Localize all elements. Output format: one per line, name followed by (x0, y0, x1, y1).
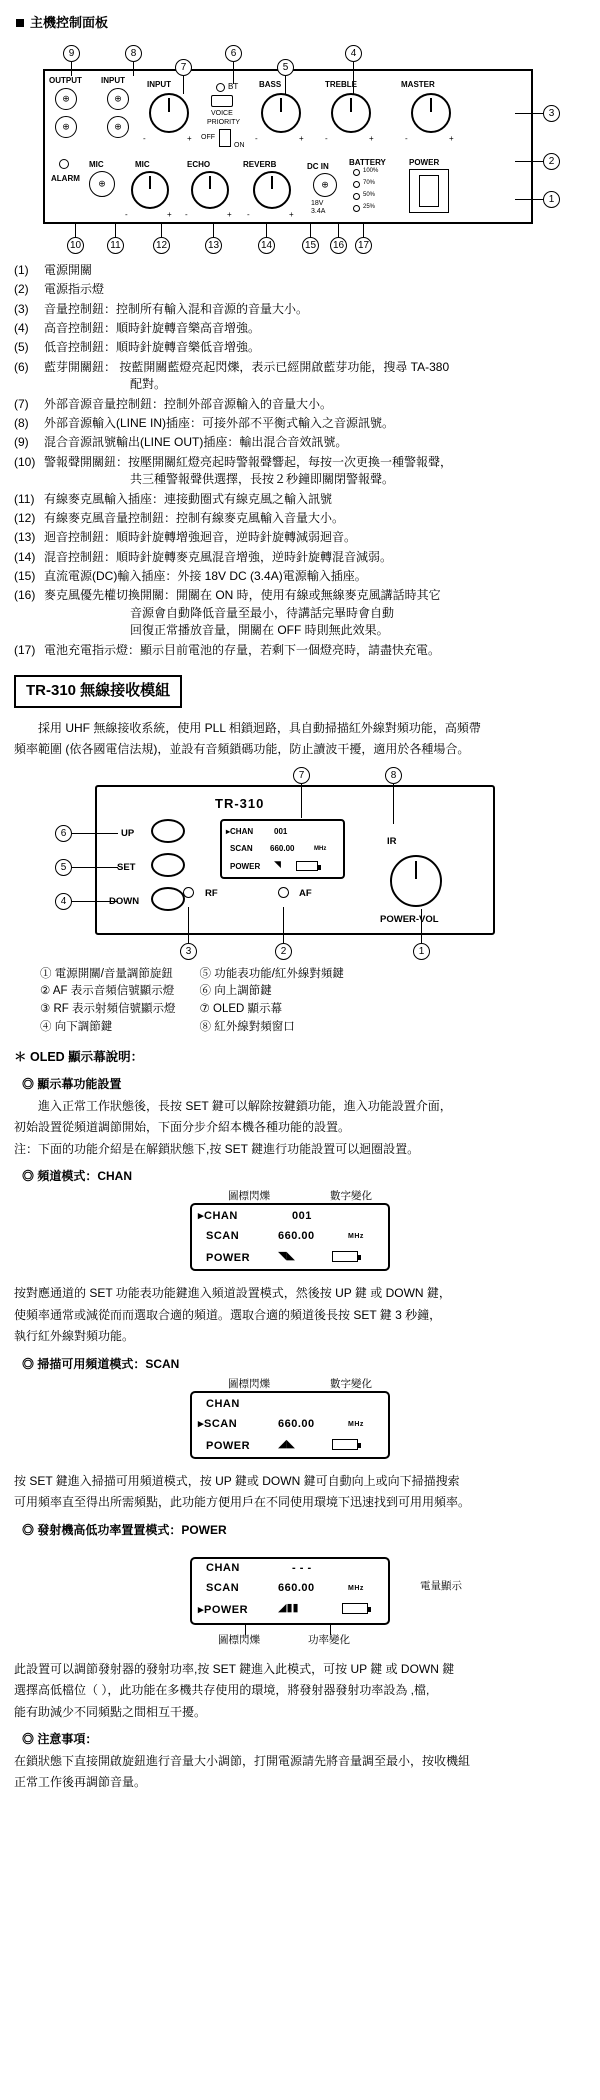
section-heading-control-panel (16, 14, 586, 33)
power-screen-bars-icon: ◢▮▮ (278, 1602, 299, 1615)
legend-item: ⑤ 功能表功能/紅外線對頻鍵 (199, 967, 344, 980)
lead-10 (75, 223, 76, 237)
master-label: MASTER (401, 79, 435, 89)
af-led (278, 887, 289, 898)
callout-4: 4 (345, 45, 362, 62)
scan-screen-bars-icon: ◢◣ (278, 1437, 295, 1450)
chan-anno-digits: 數字變化 (330, 1190, 372, 1203)
list-item: (4) 高音控制鈕：順時針旋轉音樂高音增強。 (14, 321, 261, 336)
list-item: (15) 直流電源(DC)輸入插座：外接 18V DC (3.4A)電源輸入插座。 (14, 569, 367, 584)
tr310-faceplate-title: TR-310 (215, 795, 265, 811)
power-screen-scan: SCAN (206, 1582, 240, 1595)
list-item: (17) 電池充電指示燈：顯示目前電池的存量，若剩下一個燈亮時，請盡快充電。 (14, 642, 441, 657)
callout-7: 7 (175, 59, 192, 76)
list-item: (6) 藍芽開關鈕： 按藍開關藍燈亮起閃爍，表示已經開啟藍芽功能，搜尋 TA-380 配對。 (14, 359, 450, 392)
input-volume-knob[interactable] (149, 93, 189, 133)
input-knob-label: INPUT (147, 79, 171, 89)
alarm-label: ALARM (51, 173, 80, 183)
oled-power-label: POWER (230, 861, 261, 871)
tr310-diagram (35, 767, 565, 962)
list-item: (3) 音量控制鈕：控制所有輸入混和音源的音量大小。 (14, 301, 309, 316)
reverb-knob[interactable] (253, 171, 291, 209)
dc-in-jack[interactable] (313, 173, 337, 197)
input-knob-minus: - (143, 133, 146, 143)
echo-knob[interactable] (191, 171, 229, 209)
scan-mode-diagram (40, 1377, 560, 1469)
power-p2: 選擇高低檔位（ ），此功能在多機共存使用的環境，將發射器發射功率設為 ,檔, (14, 1683, 430, 1698)
callout-1: 1 (543, 191, 560, 208)
voice-priority-off: OFF (201, 133, 215, 141)
battery-led-100 (353, 169, 360, 176)
legend-item: ③ RF 表示射頻信號顯示燈 (40, 1002, 176, 1015)
callout-2: 2 (543, 153, 560, 170)
lead-2 (515, 161, 543, 162)
bt-label: BT (228, 81, 239, 91)
lead-15 (310, 223, 311, 237)
callout-17: 17 (355, 237, 372, 254)
input-knob-plus: + (187, 133, 192, 143)
oled-scan-value: 660.00 (270, 843, 295, 853)
bass-plus: + (299, 133, 304, 143)
reverb-plus: + (289, 209, 294, 219)
chan-mode-title: ◎ 頻道模式：CHAN (22, 1168, 132, 1183)
oled-section-title: ＊ OLED 顯示幕說明： (14, 1050, 144, 1065)
scan-screen-scan: ▸SCAN (198, 1417, 238, 1430)
output-label: OUTPUT (49, 75, 82, 85)
power-switch[interactable] (419, 175, 439, 207)
output-jack-1[interactable] (55, 88, 77, 110)
list-item: (12) 有線麥克風音量控制鈕：控制有線麥克風輸入音量大小。 (14, 510, 345, 525)
mic-volume-knob[interactable] (131, 171, 169, 209)
callout-16: 16 (330, 237, 347, 254)
callout-12: 12 (153, 237, 170, 254)
oled-mhz-unit: MHz (314, 845, 327, 852)
lead-7 (183, 76, 184, 94)
echo-minus: - (185, 209, 188, 219)
chan-screen-scan: SCAN (206, 1230, 240, 1243)
module-title-tr310: TR-310 無線接收模組 (14, 675, 182, 708)
power-vol-label: POWER-VOL (380, 913, 439, 925)
oled-basic-p3: 注：下面的功能介紹是在解鎖狀態下,按 SET 鍵進行功能設置可以迴圈設置。 (14, 1141, 420, 1156)
list-item: (16) 麥克風優先權切換開關：開關在 ON 時，使用有線或無線麥克風講話時其它 音源會自動降低音量至最小，待講話完畢時會自動 回復正常播放音量，開關在 OFF 時則無此效果。 (14, 588, 441, 638)
lead-tr6 (72, 833, 118, 834)
input-jack-2[interactable] (107, 116, 129, 138)
reverb-minus: - (247, 209, 250, 219)
input-label: INPUT (101, 75, 125, 85)
power-p3: 能有助減少不同頻點之間相互干擾。 (14, 1704, 207, 1719)
lead-11 (115, 223, 116, 237)
chan-screen-chan-value: 001 (292, 1210, 312, 1223)
list-item: (13) 迴音控制鈕：順時針旋轉增強迴音，逆時針旋轉減弱迴音。 (14, 530, 357, 545)
rf-label: RF (205, 887, 218, 899)
lead-14 (266, 223, 267, 237)
callout-10: 10 (67, 237, 84, 254)
voice-priority-on: ON (234, 141, 245, 149)
oled-basic-p2: 初始設置從頻道調節開始，下面分步介紹本機各種功能的設置。 (14, 1120, 351, 1135)
list-item: (9) 混合音源訊號輸出(LINE OUT)插座：輸出混合音效訊號。 (14, 435, 348, 450)
dc-spec-current: 3.4A (311, 207, 326, 215)
mic-plus: + (167, 209, 172, 219)
list-item: (7) 外部音源音量控制鈕：控制外部音源輸入的音量大小。 (14, 396, 333, 411)
master-minus: - (405, 133, 408, 143)
scan-p1: 按 SET 鍵進入掃描可用頻道模式，按 UP 鍵或 DOWN 鍵可自動向上或向下掃描搜索 (14, 1473, 460, 1488)
scan-screen-mhz: MHz (348, 1420, 364, 1428)
down-button[interactable] (151, 887, 185, 911)
legend-item: ① 電源開關/音量調節旋鈕 (40, 967, 173, 980)
callout-5: 5 (277, 59, 294, 76)
af-label: AF (299, 887, 312, 899)
list-item: (11) 有線麥克風輸入插座：連接動圈式有線克風之輸入訊號 (14, 491, 333, 506)
bt-led (216, 83, 225, 92)
voice-priority-label: VOICE (211, 109, 233, 117)
legend-item: ④ 向下調節鍵 (40, 1020, 113, 1033)
battery-led-50 (353, 193, 360, 200)
power-label: POWER (409, 157, 440, 167)
treble-minus: - (325, 133, 328, 143)
legend-item: ⑦ OLED 顯示幕 (199, 1002, 283, 1015)
callout-9: 9 (63, 45, 80, 62)
battery-70-label: 70% (363, 179, 376, 186)
tr310-intro-line1: 採用 UHF 無線接收系統，使用 PLL 相鎖迴路，具自動掃描紅外線對頻功能，高頻帶 (38, 720, 481, 735)
callout-3: 3 (180, 943, 197, 960)
callout-14: 14 (258, 237, 275, 254)
power-screen-dashes: - - - (292, 1562, 312, 1575)
output-jack-2[interactable] (55, 116, 77, 138)
mic-knob-label: MIC (135, 159, 150, 169)
oled-scan-label: SCAN (230, 843, 253, 853)
power-screen-mhz: MHz (348, 1585, 364, 1593)
bass-knob[interactable] (261, 93, 301, 133)
chan-screen-chan: ▸CHAN (198, 1210, 238, 1223)
legend-item: ⑧ 紅外線對頻窗口 (199, 1020, 295, 1033)
oled-basic-title: ◎ 顯示幕功能設置 (22, 1077, 122, 1092)
power-screen-power: ▸POWER (198, 1604, 249, 1617)
input-jack-1[interactable] (107, 88, 129, 110)
power-screen-battery-icon (342, 1603, 368, 1614)
scan-mode-title: ◎ 掃描可用頻道模式：SCAN (22, 1356, 180, 1371)
callout-3: 3 (543, 105, 560, 122)
dc-spec-voltage: 18V (311, 199, 324, 207)
callout-6: 6 (55, 825, 72, 842)
power-screen-chan: CHAN (206, 1562, 240, 1575)
set-button-label: SET (117, 861, 136, 873)
section-heading-text: 主機控制面板 (30, 15, 109, 30)
lead-17 (363, 223, 364, 237)
down-button-label: DOWN (109, 895, 140, 907)
set-button[interactable] (151, 853, 185, 877)
chan-screen-power: POWER (206, 1252, 251, 1265)
power-anno-level: 功率變化 (308, 1634, 350, 1647)
lead-9 (71, 62, 72, 76)
power-mode-title: ◎ 發射機高低功率置置模式：POWER (22, 1522, 227, 1537)
chan-p3: 執行紅外線對頻功能。 (14, 1329, 135, 1344)
chan-screen (190, 1203, 390, 1271)
mic-input-jack[interactable] (89, 171, 115, 197)
oled-battery-icon (296, 861, 318, 871)
control-panel-diagram (15, 41, 585, 256)
battery-25-label: 25% (363, 203, 376, 210)
notice-p1: 在鎖狀態下直接開啟旋鈕進行音量大小調節，打開電源請先將音量調至最小，按收機組 (14, 1753, 471, 1768)
oled-display (220, 819, 345, 879)
lead-tr3 (188, 907, 189, 943)
callout-6: 6 (225, 45, 242, 62)
lead-tr5 (72, 867, 118, 868)
master-plus: + (449, 133, 454, 143)
tr310-intro-line2: 頻率範圍 (依各國電信法規)，並設有音頻鎖碼功能，防止讀波干擾，適用於各種場合。 (14, 742, 470, 757)
scan-screen-scan-value: 660.00 (278, 1417, 315, 1430)
lead-12 (161, 223, 162, 237)
list-item: (10) 警報聲開關鈕：按壓開關紅燈亮起時警報聲響起，每按一次更換一種警報聲， 共三種警報聲供選擇，長按２秒鐘即關閉警報聲。 (14, 454, 453, 487)
mic-jack-label: MIC (89, 159, 104, 169)
list-item: (5) 低音控制鈕：順時針旋轉音樂低音增強。 (14, 340, 261, 355)
oled-chan-value: 001 (274, 826, 288, 836)
scan-anno-digits: 數字變化 (330, 1377, 372, 1390)
chan-screen-scan-value: 660.00 (278, 1230, 315, 1243)
callout-15: 15 (302, 237, 319, 254)
chan-p2: 使頻率通常或減從而而選取合適的頻道。選取合適的頻道後長按 SET 鍵 3 秒鐘， (14, 1307, 442, 1322)
power-screen-scan-value: 660.00 (278, 1582, 315, 1595)
oled-basic-p1: 進入正常工作狀態後，長按 SET 鍵可以解除按鍵鎖功能，進入功能設置介面， (38, 1098, 452, 1113)
echo-label: ECHO (187, 159, 211, 169)
scan-screen-battery-icon (332, 1439, 358, 1450)
scan-anno-flash: 圖標閃爍 (228, 1377, 270, 1390)
lead-tr8 (393, 784, 394, 824)
notice-title: ◎ 注意事項： (22, 1732, 98, 1747)
mic-minus: - (125, 209, 128, 219)
power-p1: 此設置可以調節發射器的發射功率,按 SET 鍵進入此模式，可按 UP 鍵 或 DOWN 鍵 (14, 1662, 455, 1677)
voice-priority-switch[interactable] (219, 129, 231, 147)
alarm-led (59, 159, 69, 169)
callout-7: 7 (293, 767, 310, 784)
callout-13: 13 (205, 237, 222, 254)
list-item: (14) 混音控制鈕：順時針旋轉麥克風混音增強，逆時針旋轉混音減弱。 (14, 549, 393, 564)
bullet-square-icon (16, 19, 24, 27)
notice-p2: 正常工作後再調節音量。 (14, 1775, 147, 1790)
callout-8: 8 (385, 767, 402, 784)
lead-tr2 (283, 907, 284, 943)
callout-4: 4 (55, 893, 72, 910)
tr310-legend (40, 966, 586, 1037)
bass-label: BASS (259, 79, 282, 89)
callout-5: 5 (55, 859, 72, 876)
scan-p2: 可用頻率直至得出所需頻點，此功能方便用戶在不同使用環境下迅速找到可用用頻率。 (14, 1495, 471, 1510)
chan-anno-flash: 圖標閃爍 (228, 1190, 270, 1203)
chan-screen-mhz: MHz (348, 1233, 364, 1241)
lead-13 (213, 223, 214, 237)
scan-screen (190, 1391, 390, 1459)
scan-screen-chan: CHAN (206, 1397, 240, 1410)
lead-3 (515, 113, 543, 114)
power-vol-knob[interactable] (390, 855, 442, 907)
list-item: (8) 外部音源輸入(LINE IN)插座：可接外部不平衡式輸入之音源訊號。 (14, 415, 395, 430)
bass-minus: - (255, 133, 258, 143)
legend-column-left (40, 966, 176, 1037)
callout-11: 11 (107, 237, 124, 254)
callout-1: 1 (413, 943, 430, 960)
chan-mode-diagram (40, 1189, 560, 1281)
lead-tr7 (301, 784, 302, 818)
up-button[interactable] (151, 819, 185, 843)
ir-label: IR (387, 835, 397, 847)
treble-label: TREBLE (325, 79, 357, 89)
power-screen (190, 1557, 390, 1625)
treble-knob[interactable] (331, 93, 371, 133)
control-descriptions-list (14, 262, 586, 659)
list-item: (2) 電源指示燈 (14, 282, 105, 297)
power-mode-diagram (40, 1543, 560, 1647)
rf-led (183, 887, 194, 898)
legend-item: ⑥ 向上調節鍵 (199, 985, 272, 998)
oled-power-bars-icon: ◥ (274, 858, 281, 869)
list-item: (1) 電源開關 (14, 262, 93, 277)
legend-column-right (200, 966, 344, 1037)
treble-plus: + (369, 133, 374, 143)
battery-label: BATTERY (349, 157, 386, 167)
master-knob[interactable] (411, 93, 451, 133)
battery-100-label: 100% (363, 167, 379, 174)
lead-16 (338, 223, 339, 237)
scan-screen-power: POWER (206, 1439, 251, 1452)
battery-led-25 (353, 205, 360, 212)
oled-chan-label: ▸CHAN (226, 826, 254, 836)
voice-priority-label2: PRIORITY (207, 118, 241, 126)
up-button-label: UP (121, 827, 135, 839)
lead-1 (515, 199, 543, 200)
callout-2: 2 (275, 943, 292, 960)
power-anno-flash: 圖標閃爍 (218, 1634, 260, 1647)
battery-50-label: 50% (363, 191, 376, 198)
callout-8: 8 (125, 45, 142, 62)
chan-screen-bars-icon: ◥◣ (278, 1250, 295, 1263)
echo-plus: + (227, 209, 232, 219)
battery-led-70 (353, 181, 360, 188)
dc-in-label: DC IN (307, 161, 329, 171)
legend-item: ② AF 表示音頻信號顯示燈 (40, 985, 175, 998)
power-anno-battery: 電量顯示 (420, 1580, 462, 1593)
reverb-label: REVERB (243, 159, 277, 169)
chan-p1: 按對應通道的 SET 功能表功能鍵進入頻道設置模式，然後按 UP 鍵 或 DOWN 鍵， (14, 1286, 451, 1301)
lead-5 (285, 76, 286, 94)
lead-8 (133, 62, 134, 76)
bt-button[interactable] (211, 95, 233, 107)
chan-screen-battery-icon (332, 1251, 358, 1262)
